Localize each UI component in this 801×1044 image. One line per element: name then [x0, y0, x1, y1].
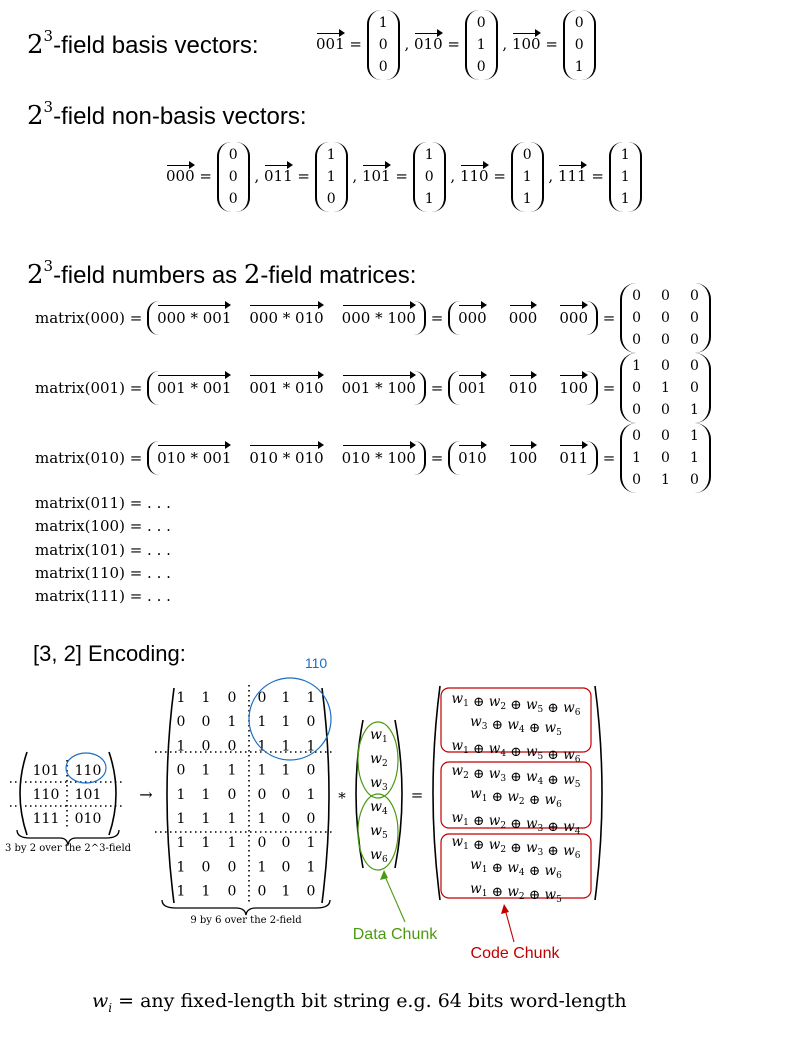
data-word: $w_5$ [370, 823, 388, 841]
big-matrix-cell: 1 [306, 690, 316, 706]
vector-name: 011 [263, 167, 293, 185]
matrix-cell: 0 [632, 380, 642, 396]
big-matrix-cell: 0 [201, 714, 211, 731]
result-expression: $w_2$ ⊕ $w_3$ ⊕ $w_4$ ⊕ $w_5$ [451, 763, 581, 790]
heading-exp: 3 [43, 27, 54, 45]
big-matrix-cell: 0 [306, 714, 316, 731]
big-matrix-cell: 1 [201, 690, 211, 706]
big-matrix-cell: 0 [201, 859, 211, 876]
result-expression: $w_1$ ⊕ $w_2$ ⊕ $w_5$ ⊕ $w_6$ [451, 691, 581, 718]
encoding-heading: [3, 2] Encoding: [33, 641, 186, 666]
result-expression: $w_1$ ⊕ $w_2$ ⊕ $w_5$ [470, 881, 562, 905]
big-matrix-cell: 0 [227, 859, 237, 876]
matrix-cell: 1 [689, 402, 699, 418]
basis-vector-ref: 010 [458, 449, 487, 467]
big-matrix-cell: 0 [281, 786, 291, 803]
footer-var: w [92, 990, 109, 1012]
times-symbol: ∗ [336, 786, 348, 804]
matrix-cell: 0 [661, 310, 670, 326]
big-matrix-cell: 1 [281, 762, 291, 779]
big-matrix-cell: 1 [227, 811, 237, 827]
basis-vector-ref: 100 [508, 449, 538, 467]
equals-sign: = [598, 379, 621, 397]
result-expression: $w_1$ ⊕ $w_2$ ⊕ $w_3$ ⊕ $w_4$ [451, 810, 581, 837]
heading-two: 2 [243, 260, 261, 290]
matrix-cell: 1 [632, 450, 642, 466]
matrix-label: matrix(000) [35, 309, 125, 327]
big-matrix-cell: 0 [227, 786, 237, 803]
small-matrix-cell: 010 [74, 811, 102, 827]
vector-name: 110 [459, 167, 489, 185]
big-matrix-cell: 1 [176, 859, 186, 876]
nonbasis-vector: 110 = 0 1 1 , [460, 167, 558, 185]
big-matrix-cell: 0 [227, 690, 237, 706]
ellipsis-row: matrix(100) = . . . [35, 517, 171, 536]
heading-exp: 3 [43, 257, 54, 275]
matrix-label: matrix(010) [35, 449, 125, 467]
result-expression: $w_1$ ⊕ $w_2$ ⊕ $w_3$ ⊕ $w_6$ [451, 834, 581, 861]
big-matrix-cell: 0 [227, 738, 237, 755]
vector-name: 101 [361, 167, 391, 185]
underbrace [162, 900, 330, 915]
big-matrix-cell: 1 [281, 883, 291, 900]
matrix-cell: 0 [661, 428, 670, 444]
matrix-cell: 0 [632, 310, 642, 326]
big-matrix-cell: 1 [201, 762, 211, 779]
equals-sign: = [124, 379, 148, 397]
big-matrix-cell: 0 [227, 883, 237, 900]
big-matrix-cell: 1 [281, 690, 291, 706]
matrix-cell: 0 [689, 380, 699, 396]
left-paren [433, 686, 440, 900]
equals-sign: = [124, 309, 148, 327]
ellipsis-row: matrix(111) = . . . [35, 587, 171, 606]
heading-text: -field basis vectors: [53, 32, 259, 59]
data-word: $w_4$ [370, 799, 388, 817]
left-paren [167, 688, 174, 903]
small-matrix-cell: 111 [32, 811, 60, 827]
right-paren [322, 688, 329, 903]
big-matrix-cell: 1 [201, 786, 211, 803]
big-matrix-cell: 1 [176, 883, 186, 900]
circle-label: 110 [304, 655, 328, 671]
code-chunk-label: Code Chunk [470, 945, 560, 962]
big-matrix-cell: 1 [176, 811, 186, 827]
equals-sign: = [598, 449, 621, 467]
result-expression: $w_1$ ⊕ $w_4$ ⊕ $w_5$ ⊕ $w_6$ [451, 738, 581, 765]
big-matrix-cell: 1 [201, 883, 211, 900]
matrix-cell: 0 [689, 332, 699, 348]
right-paren [595, 686, 602, 900]
data-word: $w_6$ [370, 847, 388, 865]
matrix-cell: 0 [689, 310, 699, 326]
heading-base: 2 [27, 30, 44, 60]
footer-sub: i [108, 1000, 113, 1015]
nonbasis-vector: 111 = 1 1 1 [558, 167, 642, 185]
small-matrix-cell: 101 [74, 787, 102, 803]
heading-text-end: -field matrices: [260, 262, 417, 289]
big-matrix-caption: 9 by 6 over the 2-field [190, 915, 302, 926]
equals-sign: = [124, 449, 148, 467]
product-vector: 001 * 100 [341, 379, 416, 397]
ellipsis-row: matrix(110) = . . . [35, 563, 171, 582]
equals-symbol: = [410, 786, 424, 804]
code-chunk-arrowhead [501, 904, 509, 914]
matrix-cell: 0 [632, 288, 642, 304]
big-matrix-cell: 0 [281, 859, 291, 876]
right-paren [109, 752, 116, 835]
equals-sign: = [598, 309, 621, 327]
vector-name: 001 [316, 35, 345, 53]
heading-text: -field numbers as [53, 262, 244, 289]
big-matrix-cell: 1 [257, 859, 267, 876]
vector-name: 000 [166, 167, 195, 185]
matrix-cell: 0 [689, 358, 699, 374]
result-expression: $w_1$ ⊕ $w_4$ ⊕ $w_6$ [470, 857, 562, 881]
data-word: $w_1$ [370, 727, 388, 745]
big-matrix-cell: 1 [306, 835, 316, 852]
big-matrix-cell: 0 [257, 690, 267, 706]
basis-vector-ref: 011 [559, 449, 588, 467]
product-vector: 010 * 001 [157, 449, 232, 467]
matrix-cell: 1 [689, 450, 699, 466]
vector-name: 111 [557, 167, 587, 185]
big-matrix-cell: 1 [306, 859, 316, 876]
big-matrix-cell: 1 [306, 738, 316, 755]
big-matrix-cell: 0 [306, 811, 316, 827]
nonbasis-vector: 011 = 1 1 0 , [264, 167, 362, 185]
matrix-cell: 0 [661, 358, 670, 374]
big-matrix-cell: 1 [257, 714, 267, 731]
vector-name: 100 [511, 35, 541, 53]
big-matrix-cell: 0 [257, 786, 267, 803]
result-expression: $w_3$ ⊕ $w_4$ ⊕ $w_5$ [470, 714, 562, 738]
matrix-cell: 0 [689, 472, 699, 488]
big-matrix-cell: 0 [257, 835, 267, 852]
basis-vector-ref: 100 [559, 379, 588, 397]
matrix-cell: 0 [661, 450, 670, 466]
product-vector: 000 * 100 [341, 309, 416, 327]
matrix-cell: 0 [632, 332, 642, 348]
matrix-cell: 0 [632, 428, 642, 444]
matrix-cell: 1 [661, 380, 670, 396]
big-matrix-cell: 1 [281, 714, 291, 731]
big-matrix-cell: 0 [201, 738, 211, 755]
product-vector: 001 * 010 [249, 379, 324, 397]
matrix-cell: 0 [689, 288, 699, 304]
heading-text: -field non-basis vectors: [53, 103, 307, 130]
data-chunk-label: Data Chunk [352, 926, 438, 943]
big-matrix-cell: 0 [281, 835, 291, 852]
big-matrix-cell: 1 [257, 811, 267, 827]
big-matrix-cell: 0 [281, 811, 291, 827]
big-matrix-cell: 1 [257, 762, 267, 779]
heading-base: 2 [27, 260, 44, 290]
basis-vector: 010 = 0 1 0 , [414, 35, 512, 53]
left-paren [20, 752, 27, 835]
matrix-cell: 1 [632, 358, 642, 374]
equals-sign: = [425, 379, 449, 397]
matrix-cell: 1 [661, 472, 670, 488]
big-matrix-cell: 1 [227, 714, 237, 731]
big-matrix-cell: 0 [176, 714, 186, 731]
small-matrix-cell: 101 [32, 763, 60, 779]
basis-vector: 100 = 0 0 1 [512, 35, 596, 53]
big-matrix-cell: 1 [227, 835, 237, 852]
big-matrix-cell: 1 [201, 835, 211, 852]
matrix-label: matrix(001) [35, 379, 125, 397]
equals-sign: = [425, 309, 449, 327]
ellipsis-row: matrix(011) = . . . [35, 494, 171, 512]
code-chunk-pointer [505, 909, 514, 942]
footer-definition [92, 990, 627, 1015]
matrix-cell: 0 [661, 332, 670, 348]
nonbasis-vector: 000 = 0 0 0 , [166, 167, 264, 185]
big-matrix-cell: 1 [281, 738, 291, 755]
big-matrix-cell: 0 [306, 883, 316, 900]
data-chunk-pointer [384, 874, 405, 922]
big-matrix-cell: 0 [176, 762, 186, 779]
heading-base: 2 [27, 101, 44, 131]
basis-vector-ref: 010 [508, 379, 538, 397]
basis-vector-ref: 001 [458, 379, 487, 397]
big-matrix-cell: 1 [176, 738, 186, 755]
data-chunk-arrowhead [380, 870, 388, 880]
basis-vector-ref: 000 [458, 309, 487, 327]
big-matrix-cell: 1 [176, 786, 186, 803]
result-expression: $w_1$ ⊕ $w_2$ ⊕ $w_6$ [470, 786, 562, 810]
big-matrix-cell: 1 [306, 786, 316, 803]
basis-vector: 001 = 1 0 0 , [316, 35, 414, 53]
product-vector: 010 * 010 [249, 449, 324, 467]
ellipsis-row: matrix(101) = . . . [35, 540, 171, 559]
basis-vector-ref: 000 [559, 309, 588, 327]
product-vector: 000 * 010 [249, 309, 324, 327]
big-matrix-cell: 1 [176, 690, 186, 706]
nonbasis-vector: 101 = 1 0 1 , [362, 167, 460, 185]
vector-name: 010 [413, 35, 443, 53]
matrix-cell: 0 [661, 288, 670, 304]
product-vector: 010 * 100 [341, 449, 416, 467]
heading-exp: 3 [43, 98, 54, 116]
matrix-cell: 1 [689, 428, 699, 444]
small-matrix-caption: 3 by 2 over the 2^3-field [4, 843, 132, 854]
product-vector: 001 * 001 [157, 379, 232, 397]
matrix-cell: 0 [632, 402, 642, 418]
big-matrix-cell: 1 [227, 762, 237, 779]
small-matrix-cell: 110 [74, 763, 102, 779]
data-word: $w_2$ [370, 751, 388, 769]
product-vector: 000 * 001 [157, 309, 232, 327]
equals-sign: = [425, 449, 449, 467]
basis-vector-ref: 000 [508, 309, 538, 327]
data-word: $w_3$ [370, 775, 388, 793]
big-matrix-cell: 1 [176, 835, 186, 852]
matrix-cell: 0 [661, 402, 670, 418]
matrix-cell: 0 [632, 472, 642, 488]
arrow-symbol: → [139, 785, 153, 804]
small-matrix-cell: 110 [32, 787, 60, 803]
footer-text: = any fixed-length bit string e.g. 64 bits word-length [112, 990, 627, 1012]
big-matrix-cell: 1 [257, 738, 267, 755]
big-matrix-cell: 0 [257, 883, 267, 900]
big-matrix-cell: 1 [201, 811, 211, 827]
big-matrix-cell: 0 [306, 762, 316, 779]
